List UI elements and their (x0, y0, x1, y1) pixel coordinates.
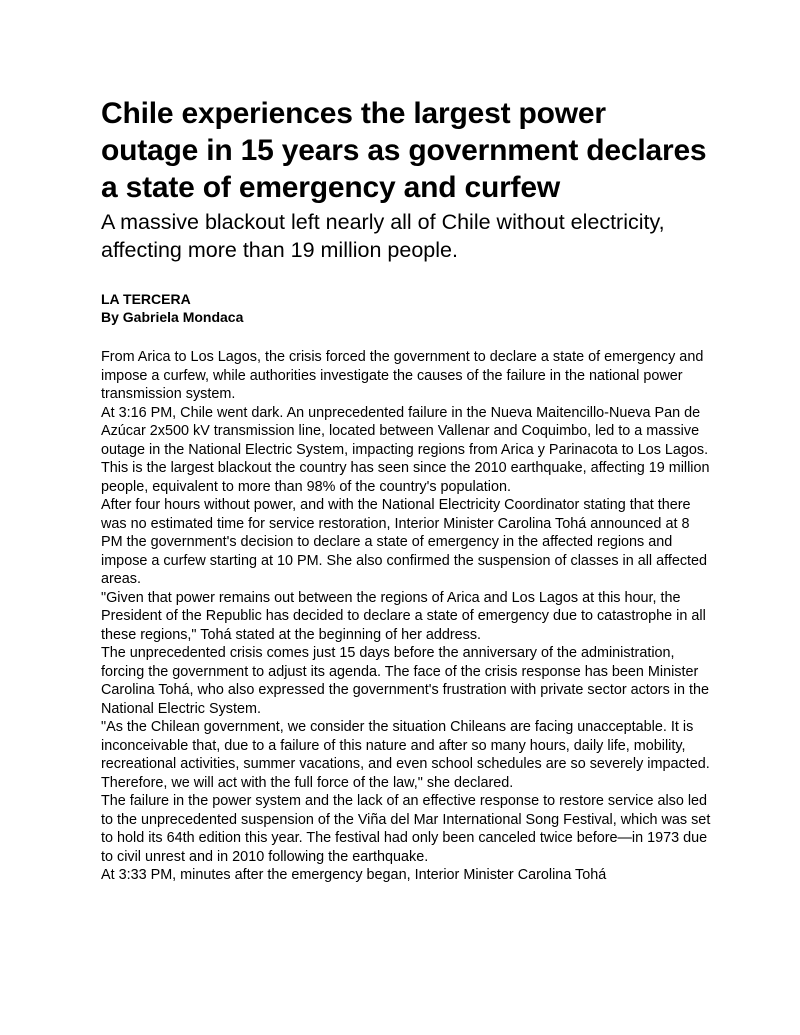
paragraph: "As the Chilean government, we consider the situation Chileans are facing unacceptable. It is inconceivable that, due to a failure of this nature and after so many hours, daily life, mobility, recreational activities, summer vacations, and even school schedules are so severely impacted. Therefore, we will act with the full force of the law," she declared. (101, 719, 710, 791)
paragraph: This is the largest blackout the country has seen since the 2010 earthquake, affecting 19 million people, equivalent to more than 98% of the country's population. (101, 460, 710, 495)
paragraph: From Arica to Los Lagos, the crisis forced the government to declare a state of emergency and impose a curfew, while authorities investigate the causes of the failure in the national power transmission system. (101, 349, 704, 402)
publication-name: LA TERCERA (101, 291, 191, 307)
paragraph: At 3:16 PM, Chile went dark. An unprecedented failure in the Nueva Maitencillo-Nueva Pan de Azúcar 2x500 kV transmission line, located between Vallenar and Coquimbo, led to a massive outage in the National Electric System, impacting regions from Arica y Parinacota to Los Lagos. (101, 404, 709, 458)
article-meta (101, 290, 711, 326)
paragraph: The failure in the power system and the lack of an effective response to restore service also led to the unprecedented suspension of the Viña del Mar International Song Festival, which was set to hold its 64th edition this year. The festival had only been canceled twice before—in 1973 due to civil unrest and in 2010 following the earthquake. (101, 793, 711, 865)
subheadline: A massive blackout left nearly all of Chile without electricity, affecting more than 19 million people. (101, 210, 665, 262)
paragraph: After four hours without power, and with the National Electricity Coordinator stating that there was no estimated time for service restoration, Interior Minister Carolina Tohá announced at 8 PM the government's decision to declare a state of emergency in the affected regions and impose a curfew starting at 10 PM. She also confirmed the suspension of classes in all affected areas. (101, 497, 708, 587)
paragraph: "Given that power remains out between the regions of Arica and Los Lagos at this hour, the President of the Republic has decided to declare a state of emergency due to catastrophe in all these regions," Tohá stated at the beginning of her address. (101, 589, 706, 643)
article-body (101, 348, 711, 885)
headline: Chile experiences the largest power outage in 15 years as government declares a state of emergency and curfew (101, 97, 707, 204)
article (101, 95, 711, 885)
paragraph: The unprecedented crisis comes just 15 days before the anniversary of the administration, forcing the government to adjust its agenda. The face of the crisis response has been Minister Carolina Tohá, who also expressed the government's frustration with private sector actors in the National Electric System. (101, 645, 709, 717)
paragraph: At 3:33 PM, minutes after the emergency began, Interior Minister Carolina Tohá (101, 867, 607, 883)
byline: By Gabriela Mondaca (101, 309, 244, 325)
